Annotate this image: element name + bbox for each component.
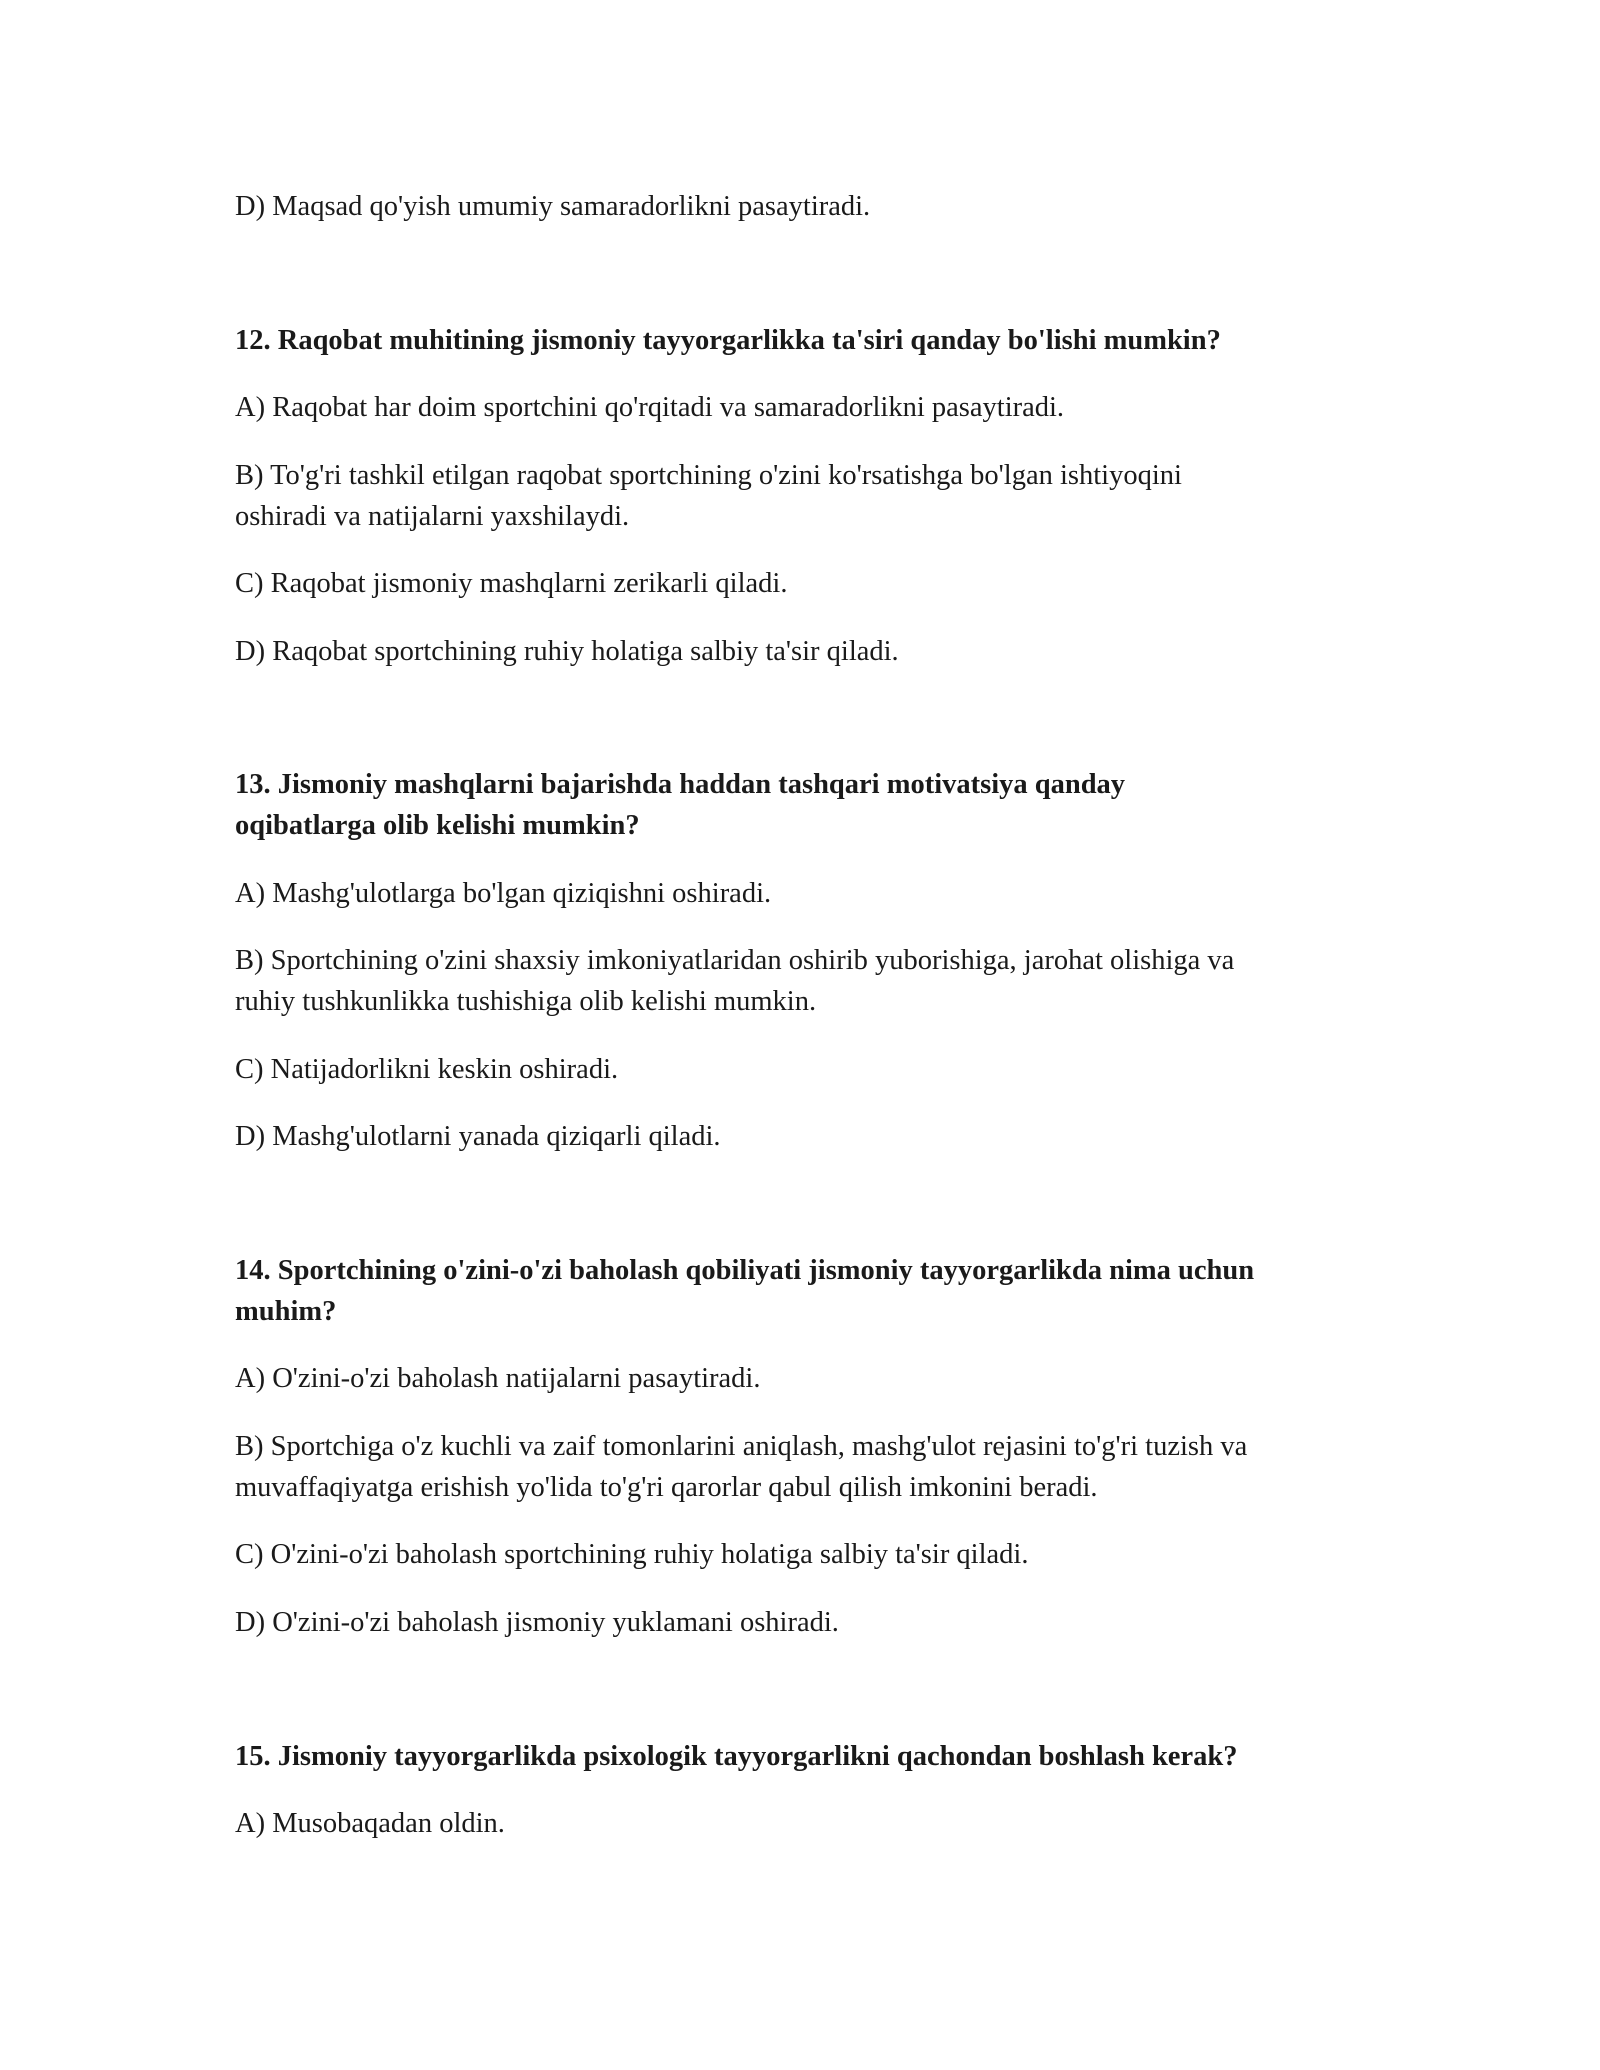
- question-13-line-2: oqibatlarga olib kelishi mumkin?: [235, 810, 640, 841]
- option-12-c: C) Raqobat jismoniy mashqlarni zerikarli qiladi.: [235, 568, 788, 599]
- option-14-d: D) O'zini-o'zi baholash jismoniy yuklamani oshiradi.: [235, 1607, 839, 1638]
- option-13-d: D) Mashg'ulotlarni yanada qiziqarli qiladi.: [235, 1121, 721, 1152]
- option-13-c: C) Natijadorlikni keskin oshiradi.: [235, 1054, 619, 1085]
- option-13-b-line-2: ruhiy tushkunlikka tushishiga olib kelishi mumkin.: [235, 986, 817, 1017]
- option-11-d: D) Maqsad qo'yish umumiy samaradorlikni pasaytiradi.: [235, 191, 871, 222]
- question-13-line-1: 13. Jismoniy mashqlarni bajarishda haddan tashqari motivatsiya qanday: [235, 769, 1126, 800]
- option-12-d: D) Raqobat sportchining ruhiy holatiga salbiy ta'sir qiladi.: [235, 636, 899, 667]
- option-15-a: A) Musobaqadan oldin.: [235, 1808, 505, 1839]
- option-14-b-line-2: muvaffaqiyatga erishish yo'lida to'g'ri qarorlar qabul qilish imkonini beradi.: [235, 1472, 1098, 1503]
- option-14-a: A) O'zini-o'zi baholash natijalarni pasaytiradi.: [235, 1363, 761, 1394]
- question-15: 15. Jismoniy tayyorgarlikda psixologik tayyorgarlikni qachondan boshlash kerak?: [235, 1741, 1238, 1772]
- option-13-a: A) Mashg'ulotlarga bo'lgan qiziqishni oshiradi.: [235, 878, 772, 909]
- option-14-b-line-1: B) Sportchiga o'z kuchli va zaif tomonlarini aniqlash, mashg'ulot rejasini to'g'ri tuzish va: [235, 1431, 1248, 1462]
- option-12-b-line-2: oshiradi va natijalarni yaxshilaydi.: [235, 501, 630, 532]
- option-12-a: A) Raqobat har doim sportchini qo'rqitadi va samaradorlikni pasaytiradi.: [235, 392, 1065, 423]
- question-14-line-1: 14. Sportchining o'zini-o'zi baholash qobiliyati jismoniy tayyorgarlikda nima uchun: [235, 1255, 1255, 1286]
- option-13-b-line-1: B) Sportchining o'zini shaxsiy imkoniyatlaridan oshirib yuborishiga, jarohat olishiga va: [235, 945, 1235, 976]
- option-14-c: C) O'zini-o'zi baholash sportchining ruhiy holatiga salbiy ta'sir qiladi.: [235, 1539, 1029, 1570]
- question-14-line-2: muhim?: [235, 1296, 337, 1327]
- question-12: 12. Raqobat muhitining jismoniy tayyorgarlikka ta'siri qanday bo'lishi mumkin?: [235, 325, 1221, 356]
- option-12-b-line-1: B) To'g'ri tashkil etilgan raqobat sportchining o'zini ko'rsatishga bo'lgan ishtiyoqini: [235, 460, 1182, 491]
